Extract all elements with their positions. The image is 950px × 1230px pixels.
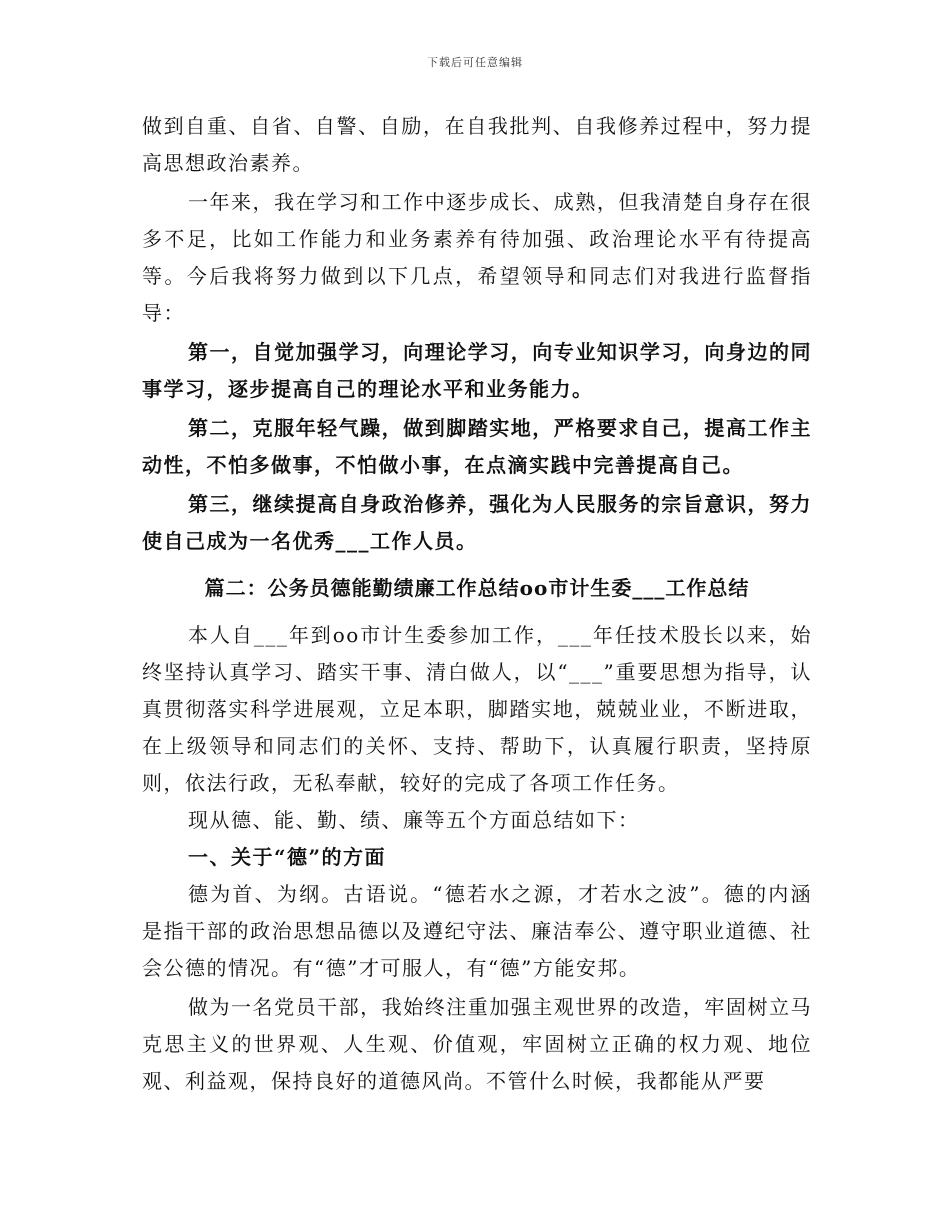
page-header: 下载后可任意编辑	[427, 56, 523, 69]
paragraph-virtue-definition: 德为首、为纲。古语说。“德若水之源，才若水之波”。德的内涵是指干部的政治思想品德以及遵纪守法、廉洁奉公、遵守职业道德、社会公德的情况。有“德”才可服人，有“德”方能安邦。	[142, 882, 812, 980]
paragraph-point-one: 第一，自觉加强学习，向理论学习，向专业知识学习，向身边的同事学习，逐步提高自己的理论水平和业务能力。	[142, 340, 812, 401]
paragraph-continuation: 做到自重、自省、自警、自励，在自我批判、自我修养过程中，努力提高思想政治素养。	[142, 114, 812, 175]
paragraph-summary-lead: 现从德、能、勤、绩、廉等五个方面总结如下：	[188, 808, 640, 832]
paragraph-virtue-practice: 做为一名党员干部，我始终注重加强主观世界的改造，牢固树立马克思主义的世界观、人生观、价值观，牢固树立正确的权力观、地位观、利益观，保持良好的道德风尚。不管什么时候，我都能从严要	[142, 995, 812, 1093]
paragraph-point-two: 第二，克服年轻气躁，做到脚踏实地，严格要求自己，提高工作主动性，不怕多做事，不怕做小事，在点滴实践中完善提高自己。	[142, 416, 812, 477]
subheading-virtue: 一、关于“德”的方面	[188, 845, 387, 869]
paragraph-self-assessment: 一年来，我在学习和工作中逐步成长、成熟，但我清楚自身存在很多不足，比如工作能力和业务素养有待加强、政治理论水平有待提高等。今后我将努力做到以下几点，希望领导和同志们对我进行监督指导：	[142, 190, 812, 325]
paragraph-intro: 本人自___年到oo市计生委参加工作，___年任技术股长以来，始终坚持认真学习、踏实干事、清白做人，以“___”重要思想为指导，认真贯彻落实科学进展观，立足本职，脚踏实地，兢兢业业，不断进取，在上级领导和同志们的关怀、支持、帮助下，认真履行职责，坚持原则，依法行政，无私奉献，较好的完成了各项工作任务。	[142, 623, 812, 795]
paragraph-point-three: 第三，继续提高自身政治修养，强化为人民服务的宗旨意识，努力使自己成为一名优秀___工作人员。	[142, 492, 812, 553]
section-title: 篇二：公务员德能勤绩廉工作总结oo市计生委___工作总结	[204, 576, 750, 600]
document-body	[142, 108, 812, 1100]
